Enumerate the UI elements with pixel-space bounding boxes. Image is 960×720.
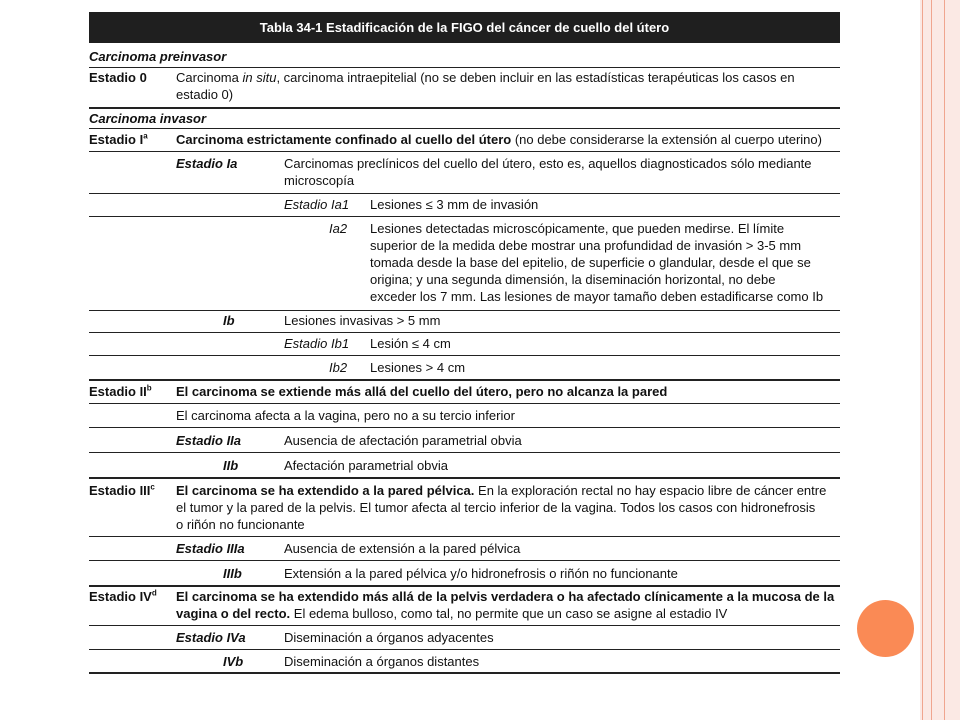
right-decorative-strip [920, 0, 960, 720]
stage-label: Estadio III$^c$ [89, 482, 155, 498]
stage-description: El carcinoma se ha extendido a la pared pélvica. En la exploración rectal no hay espacio libre de cáncer entre [176, 483, 827, 498]
stage-label: Estadio IIIa [176, 541, 245, 556]
row-divider [89, 193, 840, 194]
stage-label: Estadio IVa [176, 630, 246, 645]
row-divider [89, 625, 840, 626]
stage-description: Lesiones detectadas microscópicamente, que pueden medirse. El límite [370, 221, 785, 236]
stage-description: el tumor y la pared de la pelvis. El tumor afecta al tercio inferior de la vagina. Todos los casos con hidronefrosis [176, 500, 816, 515]
stage-label: Estadio $I^a$ [89, 131, 148, 147]
row-divider [89, 427, 840, 428]
stage-label: IIIb [223, 566, 242, 581]
section-header-invasor: Carcinoma invasor [89, 111, 207, 126]
row-divider [89, 649, 840, 650]
stage-label: Estadio Ia [176, 156, 238, 171]
section-header-preinvasor: Carcinoma preinvasor [89, 49, 227, 64]
stage-label: IVb [223, 654, 244, 669]
stage-description: estadio 0) [176, 87, 234, 102]
stage-description: microscopía [284, 173, 355, 188]
stage-label: Estadio Ia1 [284, 197, 350, 212]
row-divider [89, 560, 840, 561]
figo-staging-table [89, 12, 840, 672]
row-divider [89, 216, 840, 217]
row-divider [89, 403, 840, 404]
table-bottom-border [89, 672, 840, 674]
stage-label: Ia2 [329, 221, 348, 236]
stage-description: Carcinoma estrictamente confinado al cuello del útero (no debe considerarse la extensión al cuerpo uterino) [176, 132, 822, 147]
stage-description: Lesiones invasivas > 5 mm [284, 313, 441, 328]
stage-description: Extensión a la pared pélvica y/o hidronefrosis o riñón no funcionante [284, 566, 678, 581]
row-divider [89, 355, 840, 356]
row-divider [89, 128, 840, 129]
stage-description: Diseminación a órganos adyacentes [284, 630, 494, 645]
stage-description: El carcinoma se extiende más allá del cuello del útero, pero no alcanza la pared [176, 384, 668, 399]
stage-label: Estadio 0 [89, 70, 147, 85]
stage-description: El carcinoma se ha extendido más allá de la pelvis verdadera o ha afectado clínicamente a la mucosa de la [176, 589, 835, 604]
right-border-line [922, 0, 923, 720]
row-divider [89, 332, 840, 333]
table-title: Tabla 34-1 Estadificación de la FIGO del cáncer de cuello del útero [89, 12, 840, 43]
stage-description: exceder los 7 mm. Las lesiones de mayor tamaño deben estadificarse como Ib [370, 289, 824, 304]
stage-description: origina; y una segunda dimensión, la diseminación horizontal, no debe [370, 272, 776, 287]
stage-label: Estadio $IV^d$ [89, 588, 157, 604]
stage-description: Ausencia de afectación parametrial obvia [284, 433, 522, 448]
row-divider [89, 585, 840, 587]
row-divider [89, 151, 840, 152]
stage-description: vagina o del recto. El edema bulloso, como tal, no permite que un caso se asigne al estadio IV [176, 606, 728, 621]
stage-label: Ib2 [329, 360, 348, 375]
row-divider [89, 67, 840, 68]
stage-description: Lesión ≤ 4 cm [370, 336, 451, 351]
row-divider [89, 107, 840, 109]
stage-description: tomada desde la base del epitelio, de superficie o glandular, desde el que se [370, 255, 811, 270]
stage-description: Ausencia de extensión a la pared pélvica [284, 541, 521, 556]
row-divider [89, 379, 840, 381]
stage-description: El carcinoma afecta a la vagina, pero no a su tercio inferior [176, 408, 515, 423]
stage-description: Carcinoma in situ, carcinoma intraepitelial (no se deben incluir en las estadísticas terapéuticas los casos en [176, 70, 795, 85]
orange-circle-decoration [857, 600, 914, 657]
row-divider [89, 477, 840, 479]
right-border-line [944, 0, 945, 720]
stage-label: IIb [223, 458, 239, 473]
stage-description: Afectación parametrial obvia [284, 458, 449, 473]
stage-description: superior de la medida debe mostrar una profundidad de invasión > 3-5 mm [370, 238, 802, 253]
row-divider [89, 536, 840, 537]
stage-label: Estadio $II^b$ [89, 383, 152, 399]
stage-description: Lesiones > 4 cm [370, 360, 466, 375]
stage-description: Diseminación a órganos distantes [284, 654, 480, 669]
right-border-line [931, 0, 932, 720]
stage-label: Ib [223, 313, 235, 328]
stage-label: Estadio Ib1 [284, 336, 350, 351]
stage-description: o riñón no funcionante [176, 517, 305, 532]
row-divider [89, 452, 840, 453]
stage-description: Carcinomas preclínicos del cuello del útero, esto es, aquellos diagnosticados sólo mediante [284, 156, 812, 171]
stage-label: Estadio IIa [176, 433, 242, 448]
stage-description: Lesiones ≤ 3 mm de invasión [370, 197, 539, 212]
row-divider [89, 310, 840, 311]
